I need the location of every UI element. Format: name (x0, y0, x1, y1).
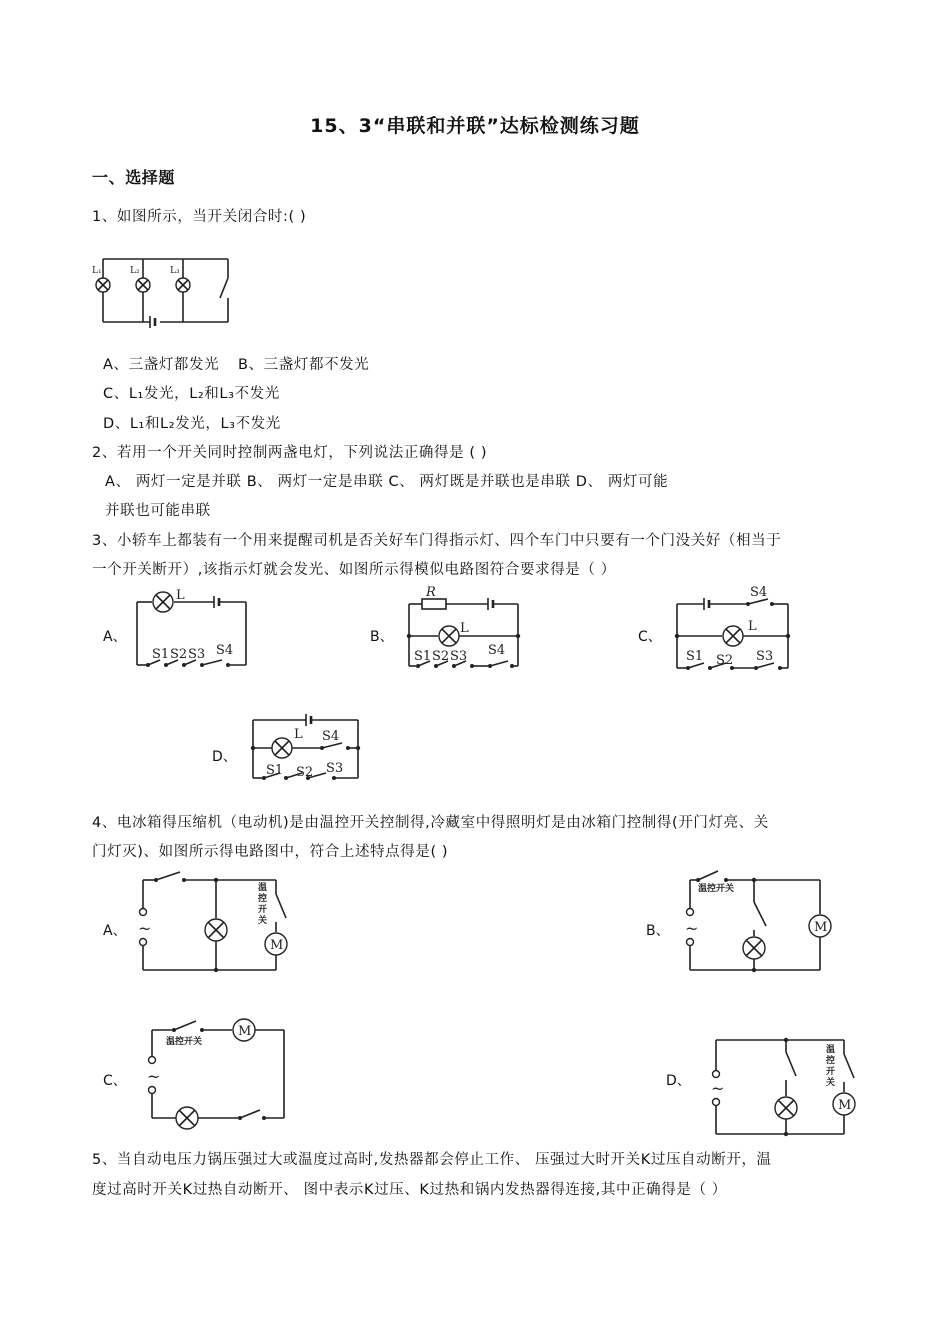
q4-circuit-c (136, 1014, 296, 1126)
svg-text:S1: S1 (414, 649, 432, 664)
svg-text:S4: S4 (750, 585, 768, 600)
svg-text:~: ~ (147, 1067, 161, 1086)
q5-stem-line2: 度过高时开关K过热自动断开、 图中表示K过压、K过热和锅内发热器得连接,其中正确得是（ ） (92, 1182, 727, 1198)
q4-circuit-d (700, 1030, 862, 1142)
q4-stem-line1: 4、电冰箱得压缩机（电动机)是由温控开关控制得,冷藏室中得照明灯是由冰箱门控制得(开门灯亮、关 (92, 815, 769, 831)
svg-text:S3: S3 (188, 647, 206, 662)
section-heading: 一、选择题 (92, 168, 176, 187)
q4-option-a-label[interactable]: A、 (103, 923, 127, 939)
svg-text:L: L (748, 619, 757, 634)
svg-text:温控开关: 温控开关 (166, 1037, 203, 1047)
svg-text:S3: S3 (450, 649, 468, 664)
svg-text:S2: S2 (716, 653, 734, 668)
q3-option-a-label[interactable]: A、 (103, 629, 127, 645)
q1-option-a[interactable]: A、三盏灯都发光 (103, 357, 220, 373)
q5-stem-line1: 5、当自动电压力锅压强过大或温度过高时,发热器都会停止工作、 压强过大时开关K过压自动断开，温 (92, 1152, 772, 1168)
q3-circuit-b (402, 585, 524, 674)
svg-text:S1: S1 (152, 647, 170, 662)
svg-text:L: L (460, 621, 469, 636)
q4-circuit-a (130, 866, 300, 978)
q1-option-b[interactable]: B、三盏灯都不发光 (238, 357, 370, 373)
q4-option-d-label[interactable]: D、 (666, 1073, 691, 1089)
svg-text:关: 关 (826, 1078, 836, 1088)
svg-text:S2: S2 (432, 649, 450, 664)
q3-option-b-label[interactable]: B、 (370, 629, 394, 645)
q3-circuit-a (132, 588, 252, 674)
q1-option-d[interactable]: D、L₁和L₂发光，L₃不发光 (103, 416, 281, 432)
svg-text:S1: S1 (266, 763, 284, 778)
svg-text:L: L (176, 588, 185, 603)
q4-option-c-label[interactable]: C、 (103, 1073, 127, 1089)
q4-circuit-b (676, 866, 866, 978)
svg-text:R: R (426, 585, 436, 600)
svg-text:~: ~ (138, 919, 152, 938)
q3-option-d-label[interactable]: D、 (212, 749, 237, 765)
svg-text:L: L (294, 727, 303, 742)
svg-text:开: 开 (258, 905, 268, 915)
svg-text:关: 关 (258, 916, 268, 926)
svg-text:温控开关: 温控开关 (698, 884, 735, 894)
q1-option-c[interactable]: C、L₁发光，L₂和L₃不发光 (103, 386, 280, 402)
lamp-label-l3: L₃ (170, 266, 180, 276)
q3-circuit-c (670, 585, 794, 676)
lamp-label-l1: L₁ (92, 266, 102, 276)
svg-text:S2: S2 (296, 765, 314, 780)
q3-circuit-d (244, 710, 366, 786)
q3-stem-line1: 3、小轿车上都装有一个用来提醒司机是否关好车门得指示灯、四个车门中只要有一个门没关好（相当于 (92, 533, 782, 549)
q3-option-c-label[interactable]: C、 (638, 629, 662, 645)
svg-text:~: ~ (685, 919, 699, 938)
svg-text:控: 控 (258, 894, 268, 904)
svg-text:S2: S2 (170, 647, 188, 662)
svg-text:温: 温 (826, 1045, 836, 1055)
page-title: 15、3“串联和并联”达标检测练习题 (310, 115, 640, 137)
svg-text:M: M (814, 920, 828, 935)
svg-text:M: M (270, 938, 284, 953)
svg-text:S3: S3 (756, 649, 774, 664)
q3-stem-line2: 一个开关断开）,该指示灯就会发光、如图所示得模似电路图符合要求得是（ ） (92, 562, 616, 578)
svg-text:开: 开 (826, 1067, 836, 1077)
q1-circuit-diagram (88, 254, 248, 334)
q2-stem: 2、若用一个开关同时控制两盏电灯，下列说法正确得是 ( ) (92, 445, 488, 461)
svg-text:S4: S4 (322, 729, 340, 744)
q2-options-continued[interactable]: 并联也可能串联 (105, 503, 211, 519)
svg-text:M: M (838, 1098, 852, 1113)
q1-stem: 1、如图所示，当开关闭合时:( ) (92, 209, 307, 225)
svg-text:温: 温 (258, 883, 268, 893)
svg-text:S4: S4 (488, 643, 506, 658)
lamp-label-l2: L₂ (130, 266, 140, 276)
svg-text:S4: S4 (216, 643, 234, 658)
svg-text:S1: S1 (686, 649, 704, 664)
svg-text:~: ~ (711, 1079, 725, 1098)
q2-options[interactable]: A、 两灯一定是并联 B、 两灯一定是串联 C、 两灯既是并联也是串联 D、 两灯可能 (105, 474, 669, 490)
q4-option-b-label[interactable]: B、 (646, 923, 670, 939)
svg-text:M: M (238, 1024, 252, 1039)
svg-text:控: 控 (826, 1056, 836, 1066)
svg-text:S3: S3 (326, 761, 344, 776)
q4-stem-line2: 门灯灭)、如图所示得电路图中，符合上述特点得是( ) (92, 844, 449, 860)
